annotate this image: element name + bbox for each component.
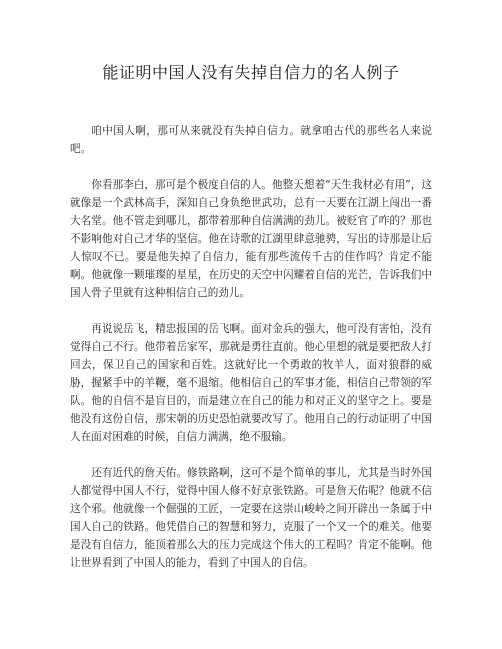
paragraph-zhan-tianyou: 还有近代的詹天佑。修铁路啊，这可不是个简单的事儿，尤其是当时外国人都觉得中国人不行，觉得中国人修不好京张铁路。可是詹天佑呢？他就不信这个邪。他就像一个倔强的工匠，一定要在这崇山峻岭之间开辟出一条属于中国人自己的铁路。他凭借自己的智慧和努力，克服了一个又一个的难关。他要是没有自信力，能顶着那么大的压力完成这个伟大的工程吗？肯定不能啊。他让世界看到了中国人的能力，看到了中国人的自信。 bbox=[70, 467, 432, 569]
paragraph-li-bai: 你看那李白，那可是个极度自信的人。他整天想着“天生我材必有用”，这就像是一个武林高手，深知自己身负绝世武功，总有一天要在江湖上闯出一番大名堂。他不管走到哪儿，都带着那种自信满满的劲儿。被贬官了咋的？那也不影响他对自己才华的坚信。他在诗歌的江湖里肆意驰骋，写出的诗那是让后人惊叹不已。要是他失掉了自信力，能有那些流传千古的佳作吗？肯定不能啊。他就像一颗璀璨的星星，在历史的天空中闪耀着自信的光芒，告诉我们中国人骨子里就有这种相信自己的劲儿。 bbox=[70, 179, 432, 299]
paragraph-intro: 咱中国人啊，那可从来就没有失掉自信力。就拿咱古代的那些名人来说吧。 bbox=[70, 125, 432, 155]
document-body bbox=[70, 122, 432, 572]
document-title: 能证明中国人没有失掉自信力的名人例子 bbox=[102, 63, 400, 82]
paragraph-yue-fei: 再说说岳飞，精忠报国的岳飞啊。面对金兵的强大，他可没有害怕，没有觉得自己不行。他带着岳家军，那就是勇往直前。他心里想的就是要把敌人打回去，保卫自己的国家和百姓。这就好比一个勇敢的牧羊人，面对狼群的威胁，握紧手中的羊鞭，毫不退缩。他相信自己的军事才能，相信自己带领的军队。他的自信不是盲目的，而是建立在自己的能力和对正义的坚守之上。要是他没有这份自信，那宋朝的历史恐怕就要改写了。他用自己的行动证明了中国人在面对困难的时候，自信力满满，绝不服输。 bbox=[70, 323, 432, 443]
